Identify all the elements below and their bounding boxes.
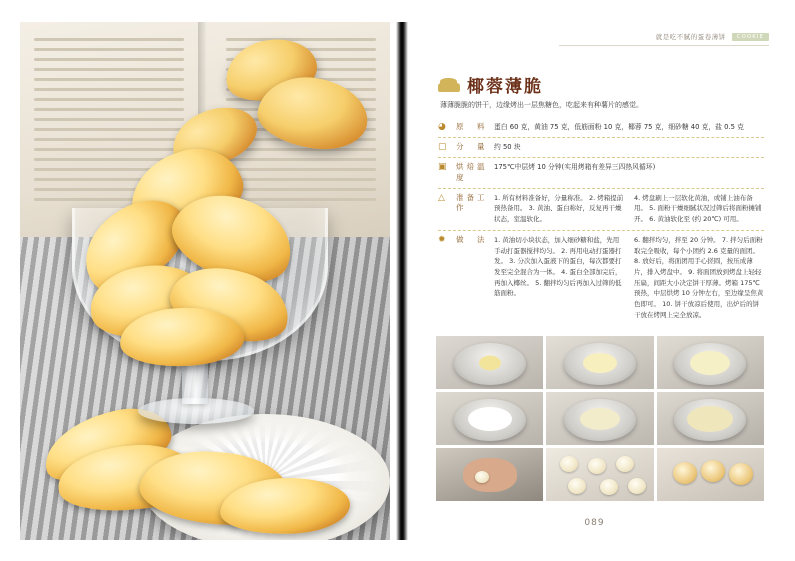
prep-step: 4. 烤盘刷上一层软化黄油，或铺上油布备用。 [634,193,753,213]
step-photo-3 [657,336,764,389]
meta-row-ingredients [438,118,764,138]
prep-step: 6. 黄油软化至 (约 20℃) 可用。 [649,215,743,224]
step-photo-5 [546,392,653,445]
meta-row-temperature [438,158,764,188]
method-step: 9. 将面团放到烤盘上轻轻压扁，间距大小决定饼干厚薄。烤箱 175℃预热，中层烘烤 10 分钟左右，至边缘呈焦黄色即可。 [634,267,764,309]
meta-value-ingredients: 蛋白 60 克，黄油 75 克，低筋面粉 10 克，椰蓉 75 克，细砂糖 40 克，盐 0.5 克 [494,123,744,131]
oven-icon: ▣ [438,162,447,173]
step-photo-7 [436,448,543,501]
page-title: 椰蓉薄脆 [467,77,543,97]
left-page-photo [20,22,390,540]
prep-step: 2. 烤箱提前预热备用。 [494,193,624,213]
meta-value-temperature: 175℃中层烤 10 分钟(实用烤箱有差异三四热风循环) [494,163,656,172]
method-step: 2. 再用电动打蛋器打发。 [494,246,622,266]
recipe-meta-table [438,118,764,326]
method-step: 1. 黄油切小块状态，加入细砂糖和盐，先用手动打蛋器搅拌均匀。 [494,235,620,255]
meta-label-preparation: 准备工作 [456,192,488,212]
method-step: 7. 拌匀后面粉取完全吸收，每个小团约 2.6 克量的面团。 [634,235,763,255]
bowl-icon: ◕ [438,122,446,132]
crown-icon [438,77,460,92]
meta-row-preparation [438,189,764,231]
whipped-mixture [690,351,730,375]
step-photo-9 [657,448,764,501]
meta-value-preparation [494,193,764,225]
batter-with-spatula [580,408,620,430]
dough-disc [628,478,646,494]
prep-icon: △ [438,192,445,203]
dough-disc [588,458,606,474]
running-title: 就是吃不腻的蛋卷薄饼 [655,33,726,41]
method-step: 5. 翻拌均匀后再加入过筛的低筋面粉。 [494,278,622,298]
dough-disc [560,456,578,472]
meta-label-yield: 分 量 [456,142,488,152]
method-column-right [634,235,764,321]
hand-holding-dough [463,458,517,492]
portion-icon: ▢ [438,142,447,153]
prep-step: 1. 所有材料准备好，分量称准。 [494,193,587,202]
meta-value-method [494,235,764,321]
dough-ball [475,471,489,483]
meta-label-ingredients: 原 料 [456,122,488,131]
meta-row-method [438,231,764,326]
method-step: 6. 翻拌均匀，拌至 20 分钟。 [634,235,720,244]
page-number: 089 [584,518,605,528]
step-photo-4 [436,392,543,445]
method-step: 4. 蛋白全部加完后，再加入椰丝。 [494,267,622,287]
baked-cookie [729,463,753,485]
book-spine [396,22,408,540]
method-column-left [494,235,624,321]
coconut-flakes [468,407,512,431]
step-photo-2 [546,336,653,389]
header-tag: COOKIE [732,33,769,41]
dough-disc [568,478,586,494]
method-step: 3. 分次加入蛋液下的蛋白，每次都要打发至完全混合为一体。 [494,257,622,276]
step-photo-grid [436,336,764,501]
baked-cookie [673,462,697,484]
prep-step: 5. 面粉干燥细腻状况过筛后将面粉摊铺开。 [634,204,762,224]
step-photo-8 [546,448,653,501]
right-page-recipe [414,22,775,540]
recipe-title-row [438,72,543,97]
method-step: 10. 饼干放凉后使用，出炉后的饼干放在烤网上完全放凉。 [634,300,760,319]
meta-row-yield [438,138,764,158]
butter-blob [479,355,501,370]
method-icon: ✹ [438,234,446,245]
meta-label-method: 做 法 [456,234,488,244]
dough-disc [600,479,618,495]
prep-step: 3. 黄油、蛋白称好，反复再干燥状态，室温软化。 [494,204,622,224]
meta-label-temperature: 烘焙温度 [456,162,488,182]
dough-disc [616,456,634,472]
step-photo-6 [657,392,764,445]
creamed-butter [583,353,617,373]
finished-dough [687,406,733,432]
recipe-description: 薄薄脆脆的饼干，边缘烤出一层焦糖色，吃起来有种薯片的感觉。 [440,101,643,109]
meta-value-yield: 约 50 块 [494,143,521,152]
running-header [656,32,769,41]
step-photo-1 [436,336,543,389]
method-step: 8. 放好后，将面团用手心搓圆，按压成薄片，排入烤盘中。 [634,257,753,276]
prep-column-left [494,193,624,225]
header-divider [559,45,769,46]
baked-cookie [701,460,725,482]
prep-column-right [634,193,764,225]
